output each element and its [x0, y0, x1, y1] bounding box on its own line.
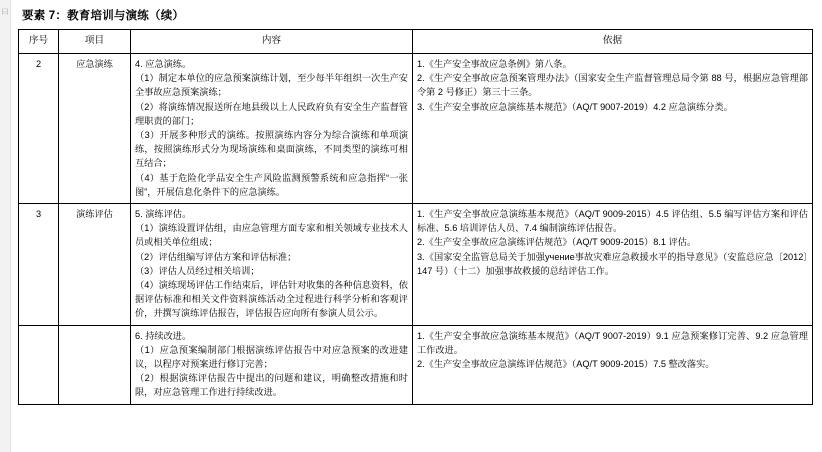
row-content [131, 325, 413, 404]
page-title: 要素 7：教育培训与演练（续） [22, 10, 185, 22]
content-line: （2）根据演练评估报告中提出的问题和建议，明确整改措施和时限，对应急管理工作进行持续改进。 [135, 373, 408, 398]
content-line: （1）制定本单位的应急预案演练计划，至少每半年组织一次生产安全事故应急预案演练； [135, 73, 408, 98]
requirements-table [18, 29, 813, 405]
row-basis [413, 325, 813, 404]
content-line: 4. 应急演练。 [135, 59, 192, 69]
basis-line: 1.《生产安全事故应急条例》第八条。 [417, 59, 572, 69]
document-content [10, 0, 822, 452]
rail-mark-label: 曰 [1, 9, 9, 16]
column-header-item: 项目 [59, 30, 131, 54]
basis-line: 3.《国家安全监管总局关于加强учение事故灾难应急救援水平的指导意见》（安监总应急〔2012〕147 号）（十二）加强事故救援的总结评估工作。 [417, 251, 808, 276]
row-no [19, 325, 59, 404]
basis-line: 2.《生产安全事故应急预案管理办法》（国家安全生产监督管理总局令第 88 号，根据应急管理部令第 2 号修正）第三十三条。 [417, 73, 808, 98]
content-line: （1）应急预案编制部门根据演练评估报告中对应急预案的改进建议，以程序对预案进行修订完善； [135, 344, 408, 370]
content-line: （4）基于危险化学品安全生产风险监测预警系统和应急指挥“一张图”，开展信息化条件下的应急演练。 [135, 172, 408, 197]
content-line: 6. 持续改进。 [135, 330, 192, 341]
content-line: 5. 演练评估。 [135, 209, 192, 220]
row-item [59, 325, 131, 404]
column-header-no: 序号 [19, 30, 59, 54]
column-header-basis: 依据 [413, 30, 813, 54]
basis-line: 1.《生产安全事故应急演练基本规范》（AQ/T 9007-2019）9.1 应急预案修订完善、9.2 应急管理工作改进。 [417, 330, 808, 355]
column-header-content: 内容 [131, 30, 413, 54]
row-content [131, 54, 413, 204]
content-line: （2）将演练情况报送所在地县级以上人民政府负有安全生产监督管理职责的部门； [135, 101, 408, 126]
content-line: （3）评估人员经过相关培训； [135, 265, 260, 276]
table-row [19, 204, 813, 326]
basis-line: 1.《生产安全事故应急演练基本规范》（AQ/T 9009-2015）4.5 评估组、5.5 编写评估方案和评估标准、5.6 培训评估人员、7.4 编制演练评估报告。 [417, 209, 808, 234]
row-item: 应急演练 [59, 54, 131, 204]
content-line: （4）演练现场评估工作结束后，评估针对收集的各种信息资料，依据评估标准和相关文件资料演练活动全过程进行科学分析和客观评价，并撰写演练评估报告，评估报告应向所有参演人员公示。 [135, 280, 408, 319]
table-header-row [19, 30, 813, 54]
row-content [131, 204, 413, 326]
basis-line: 2.《生产安全事故应急演练评估规范》（AQ/T 9009-2015）8.1 评估。 [417, 237, 697, 248]
row-item: 演练评估 [59, 204, 131, 326]
row-no: 2 [19, 54, 59, 204]
basis-line: 3.《生产安全事故应急演练基本规范》（AQ/T 9007-2019）4.2 应急演练分类。 [417, 101, 733, 112]
row-basis [413, 204, 813, 326]
content-line: （3）开展多种形式的演练。按照演练内容分为综合演练和单项演练，按照演练形式分为现场演练和桌面演练，不同类型的演练可相互结合； [135, 130, 408, 169]
content-line: （1）演练设置评估组，由应急管理方面专家和相关领域专业技术人员或相关单位组成； [135, 223, 408, 248]
row-basis [413, 54, 813, 204]
basis-line: 2.《生产安全事故应急演练评估规范》（AQ/T 9009-2015）7.5 整改落实。 [417, 359, 715, 370]
table-row [19, 325, 813, 404]
row-no: 3 [19, 204, 59, 326]
table-row [19, 54, 813, 204]
content-line: （2）评估组编写评估方案和评估标准； [135, 251, 297, 262]
